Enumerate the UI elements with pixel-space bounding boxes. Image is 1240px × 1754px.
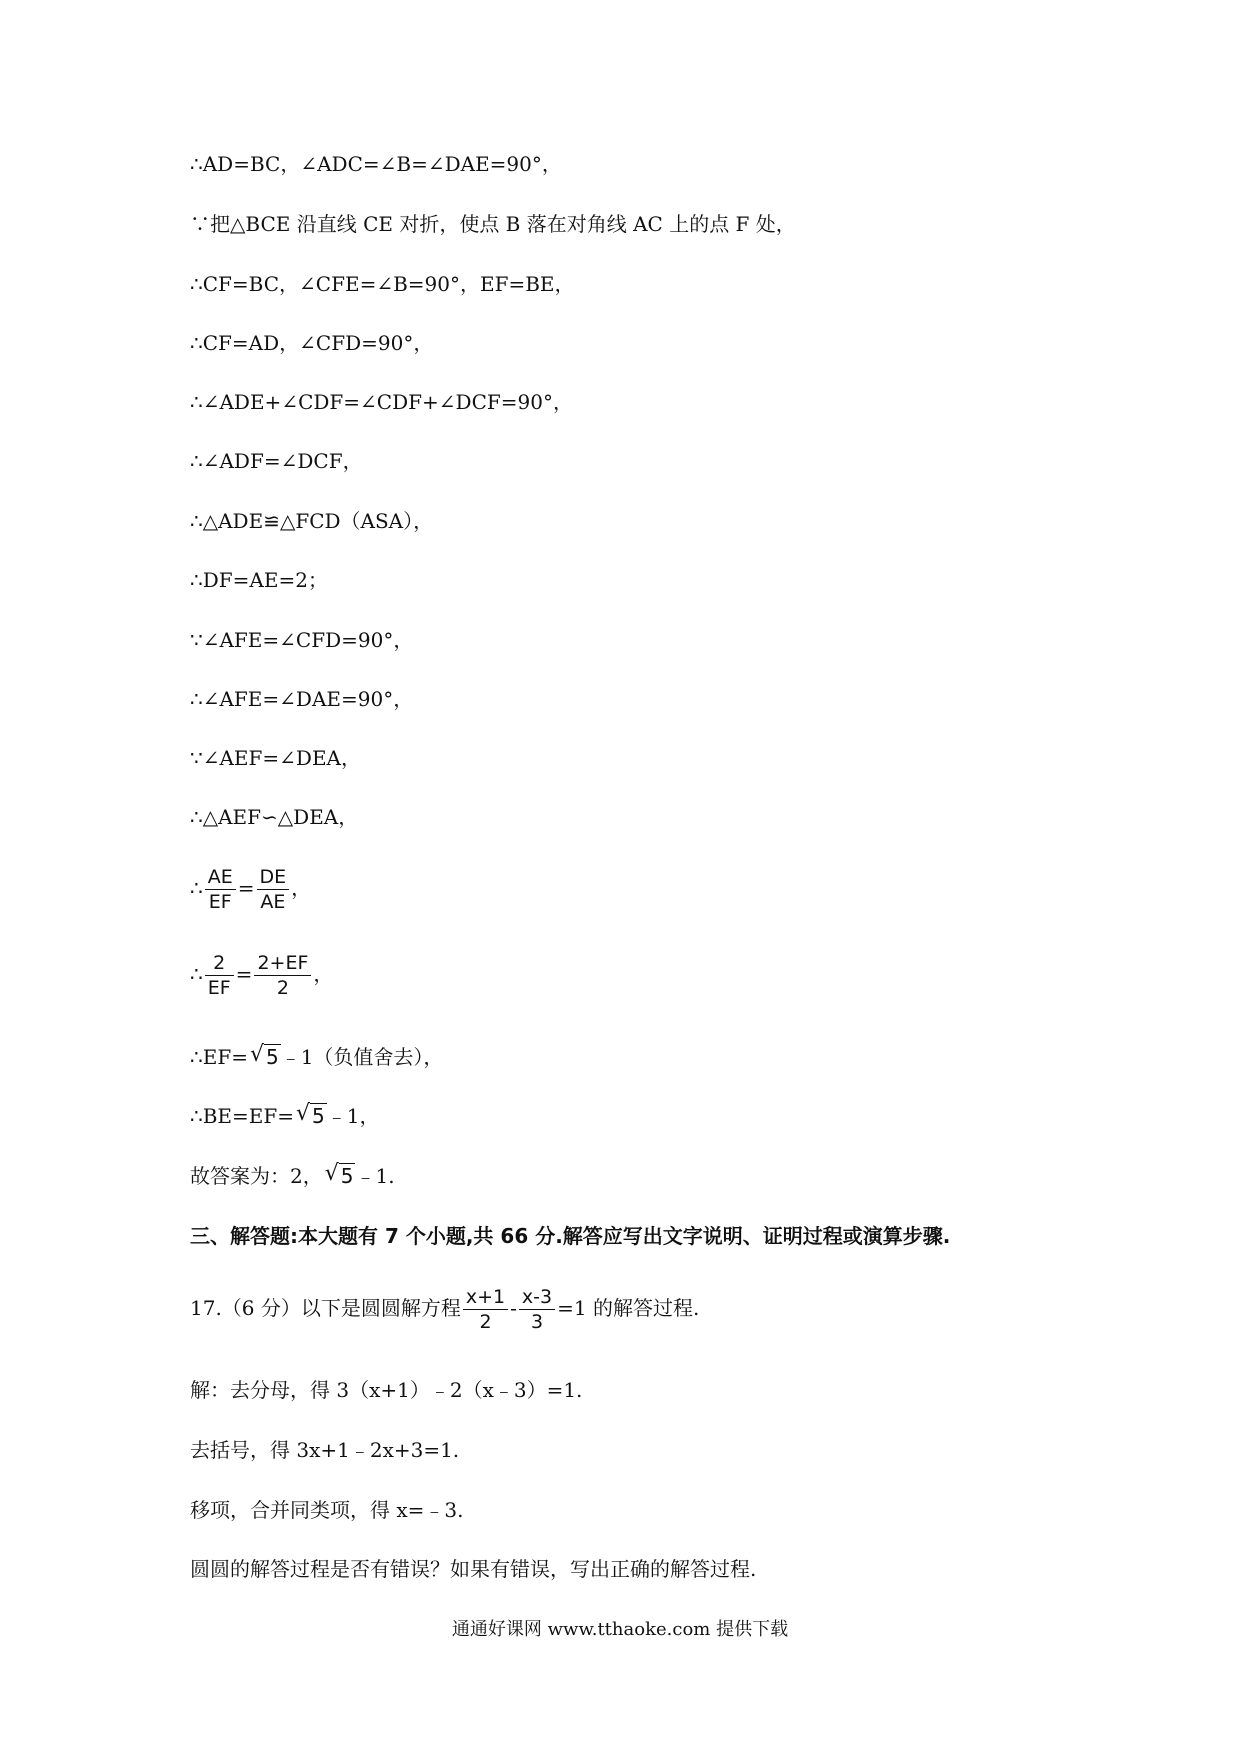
- proof-line-1: ∴AD=BC，∠ADC=∠B=∠DAE=90°，: [190, 152, 562, 176]
- answer-line: [190, 1162, 395, 1190]
- proof-line-11: ∵∠AEF=∠DEA，: [190, 746, 361, 770]
- fraction-numerator: AE: [205, 865, 236, 890]
- fraction-denominator: AE: [260, 891, 286, 913]
- fraction-numerator: 2: [205, 951, 234, 976]
- fraction-2plusef-over-2: [254, 951, 311, 1000]
- sqrt-rest: ﹣1（负值舍去），: [280, 1045, 444, 1069]
- answer-rest: ﹣1.: [355, 1164, 395, 1188]
- question-17: [190, 1280, 699, 1336]
- proof-line-5: ∴∠ADE+∠CDF=∠CDF+∠DCF=90°，: [190, 390, 573, 414]
- proof-line-2: ∵把△BCE 沿直线 CE 对折，使点 B 落在对角线 AC 上的点 F 处，: [190, 212, 796, 236]
- sqrt-line-2: [190, 1102, 379, 1130]
- radical-sign-icon: √: [296, 1101, 311, 1126]
- fraction-numerator: DE: [257, 865, 290, 890]
- radical-sign-icon: √: [249, 1042, 264, 1067]
- fraction-prefix: ∴: [190, 962, 203, 986]
- fraction-line-2: [190, 946, 333, 1002]
- equals-sign: =: [237, 876, 255, 900]
- answer-prefix: 故答案为：2，: [190, 1164, 323, 1188]
- fraction-line-1: [190, 860, 311, 916]
- fraction-numerator: 2+EF: [254, 951, 311, 976]
- proof-line-6: ∴∠ADF=∠DCF，: [190, 449, 363, 473]
- radicand: 5: [312, 1104, 325, 1128]
- solution-line-3: 移项，合并同类项，得 x=﹣3.: [190, 1498, 464, 1522]
- fraction-2-over-ef: [205, 951, 234, 1000]
- fraction-xplus1-over-2: [463, 1285, 508, 1334]
- sqrt-prefix: ∴BE=EF=: [190, 1104, 295, 1128]
- square-root-5: [296, 1102, 327, 1130]
- proof-line-8: ∴DF=AE=2；: [190, 568, 328, 592]
- square-root-5: [325, 1162, 356, 1190]
- proof-line-9: ∵∠AFE=∠CFD=90°，: [190, 628, 414, 652]
- fraction-de-over-ae: [257, 865, 290, 914]
- proof-line-3: ∴CF=BC，∠CFE=∠B=90°，EF=BE，: [190, 272, 575, 296]
- fraction-numerator: x-3: [519, 1285, 555, 1310]
- fraction-denominator: 3: [530, 1311, 544, 1333]
- fraction-denominator: EF: [208, 891, 232, 913]
- fraction-denominator: 2: [479, 1311, 492, 1333]
- page-footer: 通通好课网 www.tthaoke.com 提供下载: [451, 1619, 789, 1640]
- fraction-prefix: ∴: [190, 876, 203, 900]
- fraction-numerator: x+1: [463, 1285, 508, 1310]
- fraction-ae-over-ef: [205, 865, 236, 914]
- question-prefix: 17.（6 分）以下是圆圆解方程: [190, 1296, 461, 1320]
- square-root-5: [250, 1043, 281, 1071]
- sqrt-rest: ﹣1，: [326, 1104, 380, 1128]
- equals-sign: =: [235, 962, 253, 986]
- radicand: 5: [265, 1045, 279, 1069]
- fraction-suffix: ，: [313, 962, 334, 986]
- minus-sign: -: [510, 1296, 517, 1320]
- section-heading: 三、解答题:本大题有 7 个小题,共 66 分.解答应写出文字说明、证明过程或演算步骤.: [190, 1224, 951, 1248]
- radical-sign-icon: √: [324, 1161, 339, 1186]
- question-suffix: =1 的解答过程.: [557, 1296, 700, 1320]
- fraction-denominator: EF: [207, 977, 231, 999]
- proof-line-7: ∴△ADE≌△FCD（ASA），: [190, 509, 434, 533]
- sqrt-prefix: ∴EF=: [190, 1045, 248, 1069]
- proof-line-12: ∴△AEF∽△DEA，: [190, 805, 359, 829]
- solution-line-2: 去括号，得 3x+1﹣2x+3=1.: [190, 1438, 460, 1462]
- proof-line-4: ∴CF=AD，∠CFD=90°，: [190, 331, 434, 355]
- sqrt-line-1: [190, 1043, 443, 1071]
- fraction-denominator: 2: [276, 977, 289, 999]
- solution-line-1: 解：去分母，得 3（x+1）﹣2（x﹣3）=1.: [190, 1378, 583, 1402]
- fraction-suffix: ，: [291, 876, 312, 900]
- solution-line-4: 圆圆的解答过程是否有错误？如果有错误，写出正确的解答过程.: [190, 1557, 757, 1581]
- fraction-xminus3-over-3: [519, 1285, 555, 1334]
- proof-line-10: ∴∠AFE=∠DAE=90°，: [190, 687, 414, 711]
- radicand: 5: [340, 1164, 354, 1188]
